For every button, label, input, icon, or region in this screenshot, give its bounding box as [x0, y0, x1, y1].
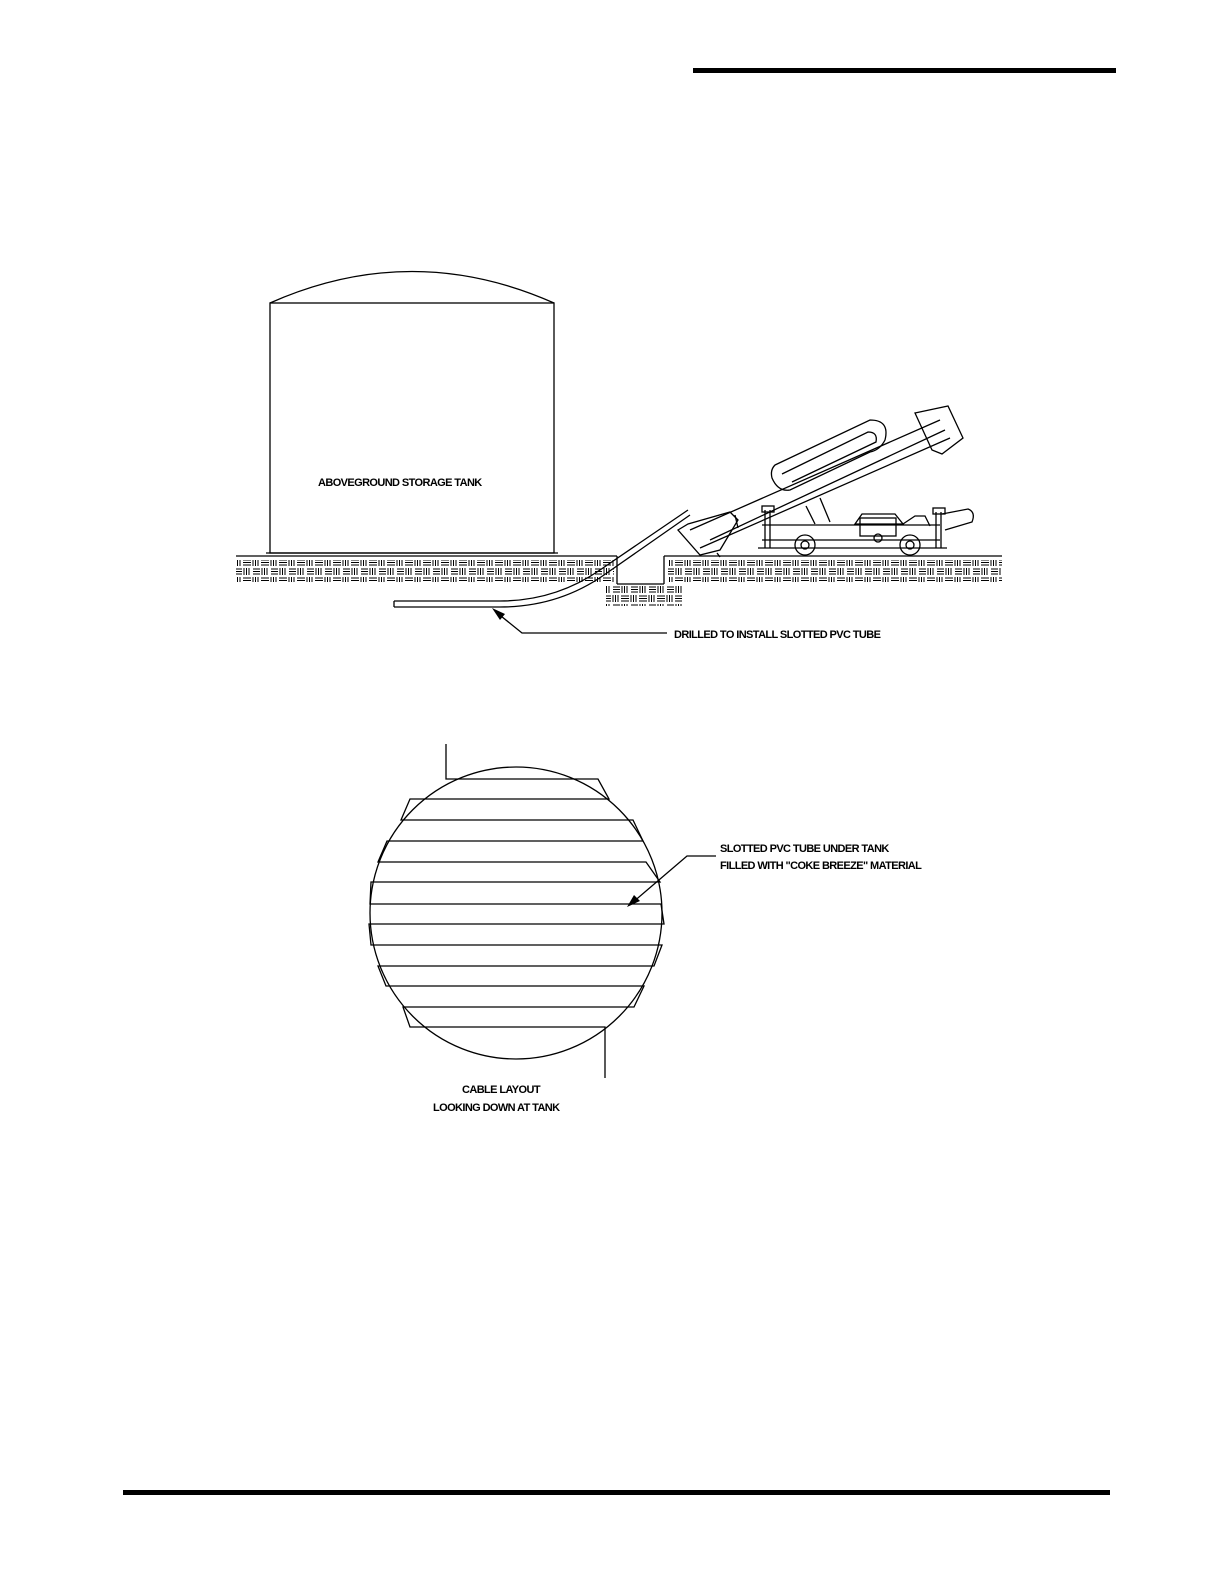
tube-label-line1: SLOTTED PVC TUBE UNDER TANK: [720, 843, 889, 855]
tank-outline: [370, 767, 662, 1059]
side-view: [236, 272, 1002, 634]
drilling-rig: [678, 406, 973, 557]
pvc-tube-cable: [369, 744, 664, 1078]
storage-tank: [266, 272, 558, 554]
ground: [236, 556, 1002, 606]
caption-line2: LOOKING DOWN AT TANK: [433, 1102, 560, 1114]
drill-leader: [492, 608, 667, 633]
drill-label: DRILLED TO INSTALL SLOTTED PVC TUBE: [674, 629, 881, 641]
caption-line1: CABLE LAYOUT: [462, 1084, 540, 1096]
tank-label: ABOVEGROUND STORAGE TANK: [318, 477, 482, 489]
tube-label-line2: FILLED WITH "COKE BREEZE" MATERIAL: [720, 860, 922, 872]
plan-view: [369, 744, 716, 1078]
